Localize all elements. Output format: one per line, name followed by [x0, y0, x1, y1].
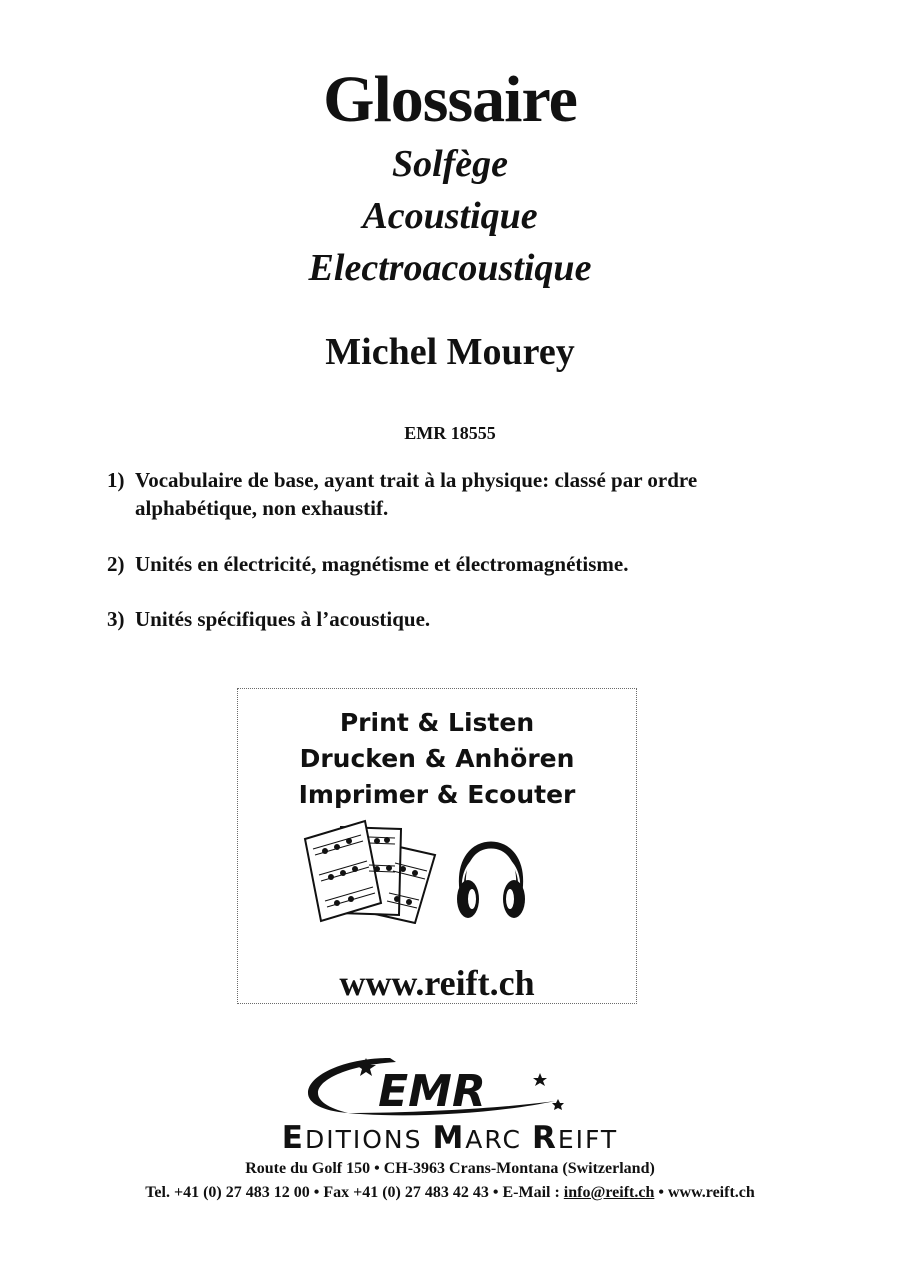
author-name: Michel Mourey	[325, 331, 575, 373]
item-number: 1)	[107, 468, 125, 492]
email-link[interactable]: info@reift.ch	[563, 1184, 655, 1201]
promo-line-german: Drucken & Anhören	[299, 744, 575, 773]
sheet-music-icon	[303, 819, 443, 924]
promo-line-french: Imprimer & Ecouter	[298, 780, 576, 809]
content-item-1	[107, 466, 827, 522]
subtitle-solfege: Solfège	[391, 143, 509, 185]
publisher-address: Route du Golf 150 • CH-3963 Crans-Montana (Switzerland)	[245, 1160, 655, 1177]
page-title: Glossaire	[323, 63, 577, 136]
publisher-name	[0, 1122, 900, 1156]
item-text-continuation: alphabétique, non exhaustif.	[135, 496, 389, 520]
publisher-word-arc: ARC	[465, 1125, 532, 1154]
subtitle-electroacoustique: Electroacoustique	[308, 247, 592, 289]
contact-website: • www.reift.ch	[654, 1184, 755, 1201]
promo-line-english: Print & Listen	[339, 708, 535, 737]
headphones-icon	[455, 841, 527, 921]
catalog-code: EMR 18555	[404, 423, 496, 443]
publisher-initial-e: E	[281, 1120, 305, 1156]
item-text: Unités en électricité, magnétisme et électromagnétisme.	[135, 552, 629, 576]
print-listen-box	[237, 688, 637, 1004]
item-text: Unités spécifiques à l’acoustique.	[135, 607, 431, 631]
publisher-word-ditions: DITIONS	[304, 1125, 433, 1154]
website-url[interactable]: www.reift.ch	[339, 963, 535, 1003]
contact-phone-fax: Tel. +41 (0) 27 483 12 00 • Fax +41 (0) 27 483 42 43 • E-Mail :	[145, 1184, 564, 1201]
content-item-2	[107, 550, 827, 578]
item-number: 2)	[107, 552, 125, 576]
publisher-contact	[0, 1182, 900, 1204]
item-number: 3)	[107, 607, 125, 631]
publisher-initial-m: M	[432, 1120, 466, 1156]
publisher-initial-r: R	[531, 1120, 558, 1156]
content-item-3	[107, 605, 827, 633]
publisher-word-eift: EIFT	[557, 1125, 619, 1154]
emr-logo	[300, 1053, 590, 1123]
item-text: Vocabulaire de base, ayant trait à la physique: classé par ordre	[135, 468, 698, 492]
subtitle-acoustique: Acoustique	[362, 195, 538, 237]
logo-text: EMR	[378, 1066, 486, 1117]
